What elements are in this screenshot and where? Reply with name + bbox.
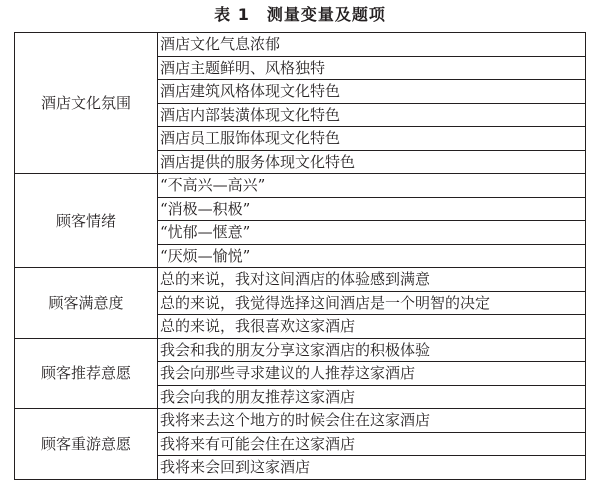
item-cell: 总的来说，我很喜欢这家酒店 [158, 315, 586, 339]
item-cell: 我会向我的朋友推荐这家酒店 [158, 385, 586, 409]
item-cell: 酒店员工服饰体现文化特色 [158, 127, 586, 151]
measurement-table-body [15, 33, 586, 480]
table-row [15, 338, 586, 362]
item-cell: “不高兴—高兴” [158, 174, 586, 198]
item-cell: 我会和我的朋友分享这家酒店的积极体验 [158, 338, 586, 362]
item-cell: “消极—积极” [158, 197, 586, 221]
variable-cell: 顾客推荐意愿 [15, 338, 158, 409]
item-cell: 酒店主题鲜明、风格独特 [158, 56, 586, 80]
item-cell: 我会向那些寻求建议的人推荐这家酒店 [158, 362, 586, 386]
table-row [15, 409, 586, 433]
variable-cell: 顾客重游意愿 [15, 409, 158, 480]
item-cell: 酒店内部装潢体现文化特色 [158, 103, 586, 127]
item-cell: “忧郁—惬意” [158, 221, 586, 245]
item-cell: 酒店文化气息浓郁 [158, 33, 586, 57]
item-cell: 我将来会回到这家酒店 [158, 456, 586, 480]
item-cell: 总的来说，我对这间酒店的体验感到满意 [158, 268, 586, 292]
table-title: 表 1 测量变量及题项 [214, 5, 386, 24]
variable-cell: 顾客满意度 [15, 268, 158, 339]
item-cell: 我将来去这个地方的时候会住在这家酒店 [158, 409, 586, 433]
measurement-table [14, 32, 586, 480]
table-row [15, 174, 586, 198]
variable-cell: 酒店文化氛围 [15, 33, 158, 174]
item-cell: 我将来有可能会住在这家酒店 [158, 432, 586, 456]
variable-cell: 顾客情绪 [15, 174, 158, 268]
item-cell: “厌烦—愉悦” [158, 244, 586, 268]
table-row [15, 33, 586, 57]
table-row [15, 268, 586, 292]
item-cell: 酒店建筑风格体现文化特色 [158, 80, 586, 104]
item-cell: 酒店提供的服务体现文化特色 [158, 150, 586, 174]
item-cell: 总的来说，我觉得选择这间酒店是一个明智的决定 [158, 291, 586, 315]
